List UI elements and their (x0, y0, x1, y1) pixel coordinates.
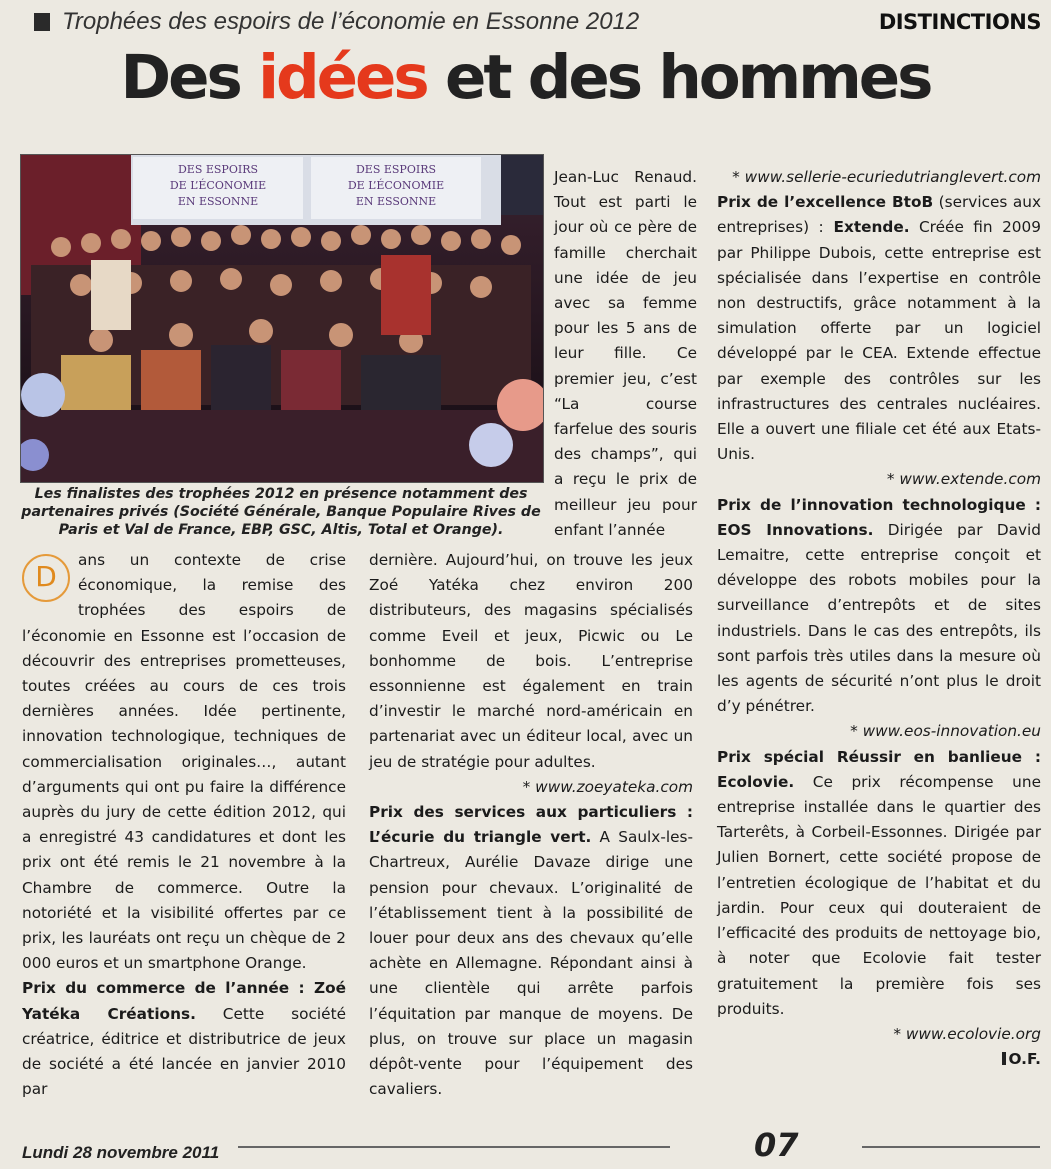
bullet-square-icon (34, 13, 50, 31)
prize4-text: Dirigée par David Lemaitre, cette entreprise conçoit et développe des robots mobiles pour la surveillance d’entrepôts et de sites industriels. Dans le cas des entrepôts, ils sont parfois très utiles dans la mesure où les agents de sécurité n’ont plus le droit d’y pénétrer. (717, 520, 1041, 716)
photo-caption: Les finalistes des trophées 2012 en présence notamment des partenaires privés (Société Générale, Banque Populaire Rives de Paris et Val de France, EBP, GSC, Altis, Total et Orange). (21, 486, 541, 538)
column-left (22, 548, 346, 1102)
url-eos: * www.eos-innovation.eu (850, 722, 1041, 741)
banner-right-line2: DE L’ÉCONOMIE (347, 179, 445, 192)
banner-left-line1: DES ESPOIRS (177, 163, 259, 176)
prize3-sub: (services aux entreprises) : (717, 193, 1042, 237)
banner-right-line1: DES ESPOIRS (355, 163, 437, 176)
headline-post: et des hommes (426, 42, 931, 113)
section-tag: DISTINCTIONS (878, 10, 1041, 34)
mid-top-text: dernière. Aujourd’hui, on trouve les jeux Zoé Yatéka chez environ 200 distributeurs, des magasins spécialisés comme Eveil et jeux, Picwic ou Le bonhomme de bois. L’entreprise essonnienne est également en train d’investir le marché nord-américain en partenariat avec un éditeur local, avec un jeu de stratégie pour adultes. (369, 551, 693, 771)
prize3-title: Prix de l’excellence BtoB (717, 193, 934, 212)
prize2-paragraph (369, 800, 693, 1102)
author-initials: O.F. (1008, 1050, 1041, 1069)
author-signature (717, 1047, 1041, 1072)
prize3-text: Créée fin 2009 par Philippe Dubois, cette entreprise est spécialisée dans l’expertise en contrôle non destructifs, grâce notamment à la simulation offerte par un logiciel développé par le CEA. Extende effectue par exemple des contrôles sur les infrastructures des centrales nucléaires. Elle a ouvert une filiale cet été aux Etats-Unis. (717, 218, 1041, 464)
url-extende: * www.extende.com (886, 470, 1041, 489)
url-sellerie: * www.sellerie-ecuriedutrianglevert.com (732, 168, 1041, 186)
headline-accent: idées (258, 42, 427, 113)
prize2-text: A Saulx-les-Chartreux, Aurélie Davaze dirige une pension pour chevaux. L’originalité de l’établissement tient à la possibilité de louer pour deux ans des chevaux qu’elle achète en Allemagne. Répondant ainsi à une clientèle qui arrête parfois l’équitation par manque de moyens. De plus, on trouve sur place un magasin dépôt-vente pour l’équipement des cavaliers. (369, 828, 693, 1099)
narrow-column-text: Jean-Luc Renaud. Tout est parti le jour où ce père de famille cherchait une idée de jeu avec sa femme pour les 5 ans de leur fille. Ce premier jeu, c’est “La course farfelue des souris des champs”, qui a reçu le prix de meilleur jeu pour enfant l’année (554, 168, 697, 539)
footer-rule-right (862, 1146, 1040, 1148)
intro-text: ans un contexte de crise économique, la remise des trophées des espoirs de l’économie en Essonne est l’occasion de découvrir des entreprises prometteuses, toutes créées au cours de ces trois dernières années. Idée pertinente, innovation technologique, techniques de commercialisation originales…, autant d’arguments qui ont pu faire la différence auprès du jury de cette édition 2012, qui a enregistré 43 candidatures et dont les prix ont été remis le 21 novembre à la Chambre de commerce. Outre la notoriété et la visibilité offertes par ce prix, les lauréats ont reçu un chèque de 2 000 euros et un smartphone Orange. (22, 551, 346, 973)
banner-left-line3: EN ESSONNE (177, 195, 259, 208)
column-narrow (554, 165, 697, 543)
kicker (34, 8, 639, 36)
prize1-title: Prix du commerce de l’année : Zoé Yatéka Créations. (22, 979, 346, 1023)
footer-date: Lundi 28 novembre 2011 (22, 1143, 220, 1162)
intro-paragraph (22, 548, 346, 976)
dropcap: D (22, 554, 70, 602)
column-right (717, 165, 1041, 1072)
prize3-paragraph (717, 190, 1041, 467)
prize5-text: Ce prix récompense une entreprise installée dans le quartier des Tarterêts, à Corbeil-Essonnes. Dirigée par Julien Bornert, cette société propose de l’entretien écologique de l’habitat et du jardin. Pour ceux qui douteraient de l’efficacité des produits de nettoyage bio, à noter que Ecolovie fait tester gratuitement la première fois ses produits. (717, 772, 1041, 1018)
url-ecolovie: * www.ecolovie.org (893, 1024, 1041, 1043)
author-bar-icon (1002, 1052, 1006, 1065)
prize4-title: Prix de l’innovation technologique : EOS Innovations. (717, 495, 1041, 539)
prize3-name: Extende. (823, 218, 910, 237)
headline (0, 42, 1051, 113)
prize2-title: Prix des services aux particuliers : L’écurie du triangle vert. (369, 803, 693, 847)
prize5-title: Prix spécial Réussir en banlieue : Ecolovie. (717, 747, 1041, 791)
prize1-paragraph (22, 976, 346, 1102)
banner-left-line2: DE L’ÉCONOMIE (169, 179, 267, 192)
column-mid-top (369, 548, 693, 1102)
page-number: 07 (754, 1126, 799, 1164)
banner-right-line3: EN ESSONNE (355, 195, 437, 208)
headline-pre: Des (120, 42, 259, 113)
prize4-paragraph (717, 493, 1041, 720)
footer-rule-left (238, 1146, 670, 1148)
prize5-paragraph (717, 745, 1041, 1022)
group-photo (20, 154, 544, 483)
prize1-text: Cette société créatrice, éditrice et distributrice de jeux de société a été lancée en janvier 2010 par (22, 1004, 346, 1099)
kicker-text: Trophées des espoirs de l’économie en Essonne 2012 (62, 8, 640, 35)
url-zoeyateka: * www.zoeyateka.com (522, 777, 693, 796)
